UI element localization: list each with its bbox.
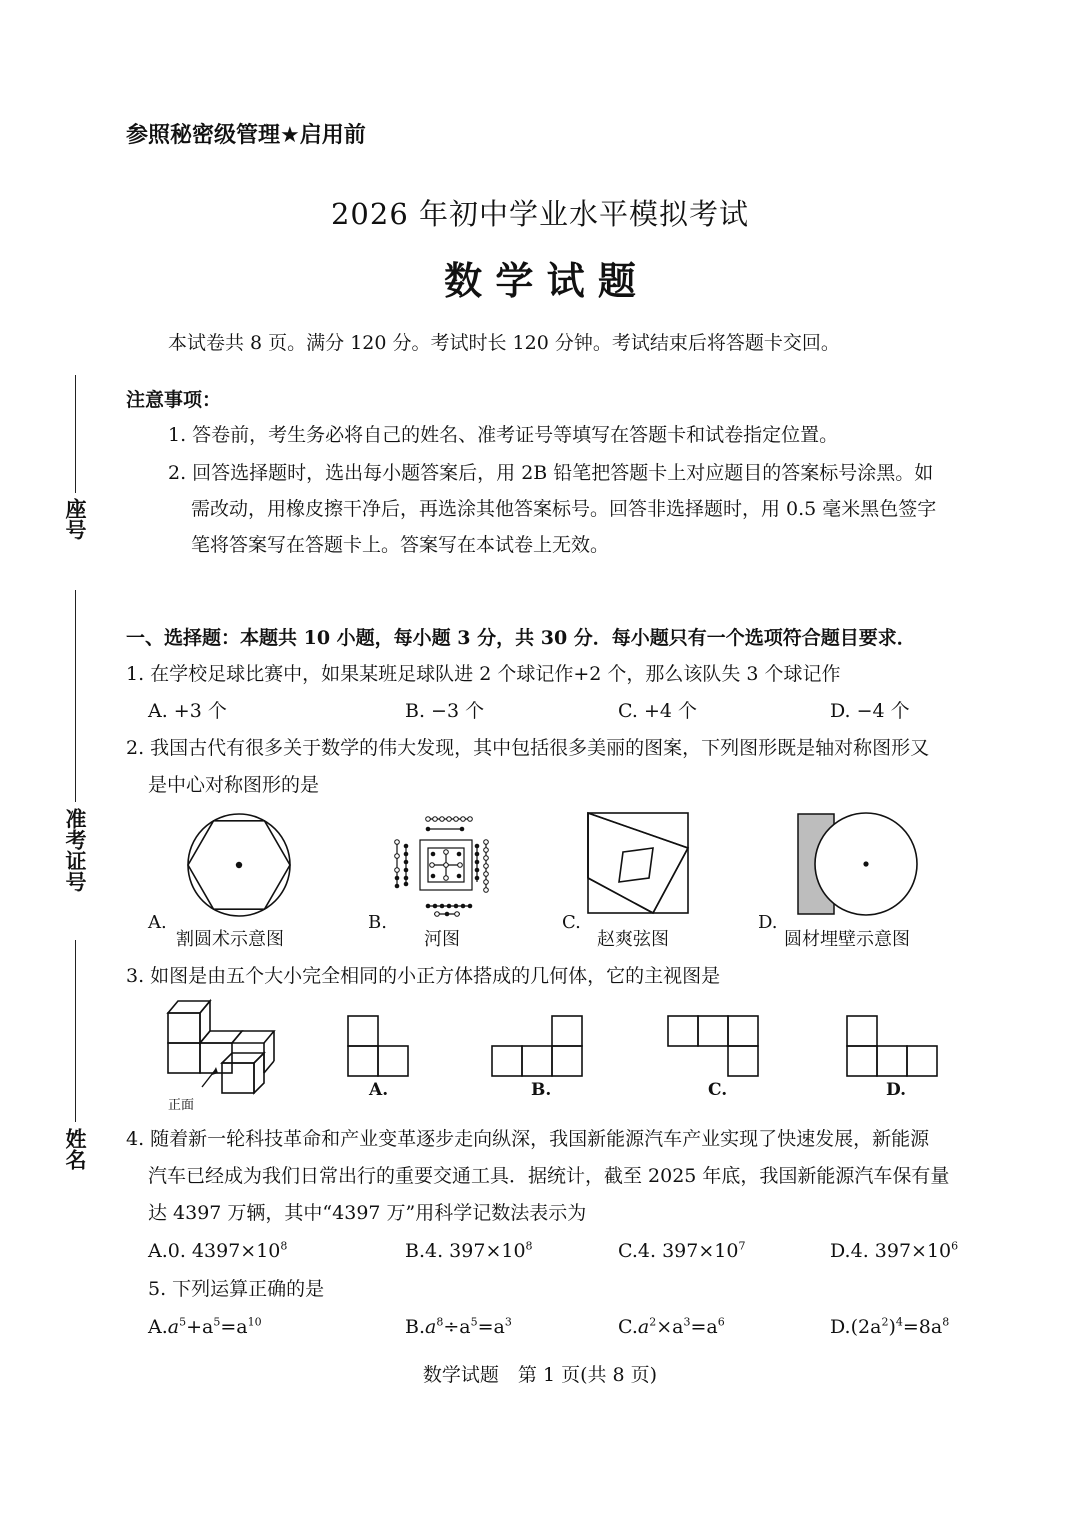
q4-option-b [405,1238,533,1264]
q4-stem-line2: 汽车已经成为我们日常出行的重要交通工具．据统计，截至 2025 年底，我国新能源汽车保有量 [148,1165,950,1187]
q4-stem-line3: 达 4397 万辆，其中“4397 万”用科学记数法表示为 [148,1202,587,1224]
q5-a-exp1: 5 [179,1315,187,1329]
q3-letter-d: D. [886,1080,907,1100]
q2-stem-line2: 是中心对称图形的是 [148,774,320,796]
section1-heading: 一、选择题：本题共 10 小题，每小题 3 分，共 30 分．每小题只有一个选项符合题目要求． [126,627,916,649]
q2-letter-d: D. [758,912,778,933]
q5-c-exp3: 6 [717,1315,725,1329]
q5-option-c [618,1314,725,1340]
q4-option-c-base: 4. 397×10 [637,1240,739,1262]
q4-option-a-exp: 8 [280,1239,288,1253]
q4-option-c-letter: C. [618,1240,638,1262]
q3-option-d-view [845,1014,941,1080]
q2-letter-b: B. [368,912,387,933]
q5-b-term2: ÷a [443,1316,471,1338]
q3-letter-c: C. [708,1080,728,1100]
q2-figure-b-hetu [390,812,500,922]
q5-a-term2: +a [186,1316,214,1338]
q4-option-b-letter: B. [405,1240,426,1262]
q5-d-exp3: 8 [942,1315,950,1329]
q3-stem: 3. 如图是由五个大小完全相同的小正方体搭成的几何体，它的主视图是 [126,965,721,987]
notes-item-2-line1: 2. 回答选择题时，选出每小题答案后，用 2B 铅笔把答题卡上对应题目的答案标号涂黑。如 [168,462,934,484]
notes-heading: 注意事项： [126,389,222,411]
name-label: 姓名 [63,1128,87,1170]
secrecy-label: 参照秘密级管理★启用前 [126,123,366,148]
q3-letter-b: B. [531,1080,552,1100]
q5-c-term3: =a [690,1316,718,1338]
q5-a-term3: =a [220,1316,248,1338]
q5-c-term2: ×a [656,1316,684,1338]
q5-d-exp2: 4 [895,1315,903,1329]
q5-stem: 5. 下列运算正确的是 [148,1278,325,1300]
q4-stem-line1: 4. 随着新一轮科技革命和产业变革逐步走向纵深，我国新能源汽车产业实现了快速发展，新能源 [126,1128,930,1150]
q5-a-exp2: 5 [213,1315,221,1329]
q3-letter-a: A. [369,1080,389,1100]
q5-d-term2: ) [888,1316,896,1338]
q4-option-d-base: 4. 397×10 [850,1240,952,1262]
seat-line [75,375,76,493]
q5-b-exp3: 3 [504,1315,512,1329]
q5-a-exp3: 10 [247,1315,262,1329]
q5-b-exp2: 5 [470,1315,478,1329]
exam-id-line [75,590,76,802]
exam-id-label: 准考证号 [63,808,87,892]
q1-option-d: D. −4 个 [830,700,910,722]
q4-option-d-exp: 6 [951,1239,959,1253]
q5-option-d-letter: D. [830,1316,851,1338]
q2-figure-c-zhaoshuang [585,810,693,920]
q1-option-b: B. −3 个 [405,700,485,722]
q4-option-a-letter: A. [148,1240,168,1262]
q3-option-b-view [490,1014,586,1080]
q2-figure-a-circle-hexagon [185,812,295,922]
q1-option-a: A. +3 个 [148,700,227,722]
q3-option-a-view [346,1014,412,1080]
q5-d-term1: (2a [850,1316,882,1338]
notes-item-2-line3: 笔将答案写在答题卡上。答案写在本试卷上无效。 [191,534,610,556]
q2-caption-d: 圆材埋壁示意图 [784,929,910,950]
q3-front-label: 正面 [168,1098,195,1113]
q5-option-b [405,1314,512,1340]
q3-solid-figure [160,995,290,1097]
q1-option-c: C. +4 个 [618,700,697,722]
q1-stem: 1. 在学校足球比赛中，如果某班足球队进 2 个球记作+2 个，那么该队失 3 个球记作 [126,663,841,685]
q2-figure-d-round-timber [795,808,923,920]
q4-option-c-exp: 7 [738,1239,746,1253]
q2-letter-a: A. [148,912,167,933]
subject-title: 数 学 试 题 [444,259,636,303]
q4-option-c [618,1238,745,1264]
q5-option-a [148,1314,262,1340]
q5-d-exp1: 2 [881,1315,889,1329]
q5-d-term3: =8a [902,1316,943,1338]
q4-option-b-base: 4. 397×10 [425,1240,526,1262]
q5-option-b-letter: B. [405,1316,426,1338]
q2-letter-c: C. [562,912,581,933]
q2-caption-b: 河图 [424,929,460,950]
q4-option-a-base: 0. 4397×10 [167,1240,281,1262]
q5-option-d [830,1314,949,1340]
q5-b-exp1: 8 [436,1315,444,1329]
q4-option-d-letter: D. [830,1240,851,1262]
exam-title: 2026 年初中学业水平模拟考试 [330,197,750,231]
q3-option-c-view [666,1014,762,1080]
q5-c-term1: a [637,1316,650,1338]
q2-stem-line1: 2. 我国古代有很多关于数学的伟大发现，其中包括很多美丽的图案，下列图形既是轴对称图形又 [126,737,930,759]
q5-option-a-letter: A. [148,1316,168,1338]
seat-label: 座号 [63,498,87,540]
q5-option-c-letter: C. [618,1316,638,1338]
q4-option-b-exp: 8 [525,1239,533,1253]
q5-b-term1: a [425,1316,437,1338]
q4-option-a [148,1238,287,1264]
intro-text: 本试卷共 8 页。满分 120 分。考试时长 120 分钟。考试结束后将答题卡交回。 [168,332,840,354]
name-line [75,940,76,1122]
q5-a-term1: a [167,1316,180,1338]
notes-item-1: 1. 答卷前，考生务必将自己的姓名、准考证号等填写在答题卡和试卷指定位置。 [168,424,839,446]
q2-caption-a: 割圆术示意图 [176,929,284,950]
q5-b-term3: =a [477,1316,505,1338]
notes-item-2-line2: 需改动，用橡皮擦干净后，再选涂其他答案标号。回答非选择题时，用 0.5 毫米黑色签字 [191,498,937,520]
page-footer: 数学试题 第 1 页(共 8 页) [422,1364,658,1386]
q5-c-exp1: 2 [649,1315,657,1329]
q5-c-exp2: 3 [683,1315,691,1329]
q2-caption-c: 赵爽弦图 [597,929,669,950]
q4-option-d [830,1238,958,1264]
